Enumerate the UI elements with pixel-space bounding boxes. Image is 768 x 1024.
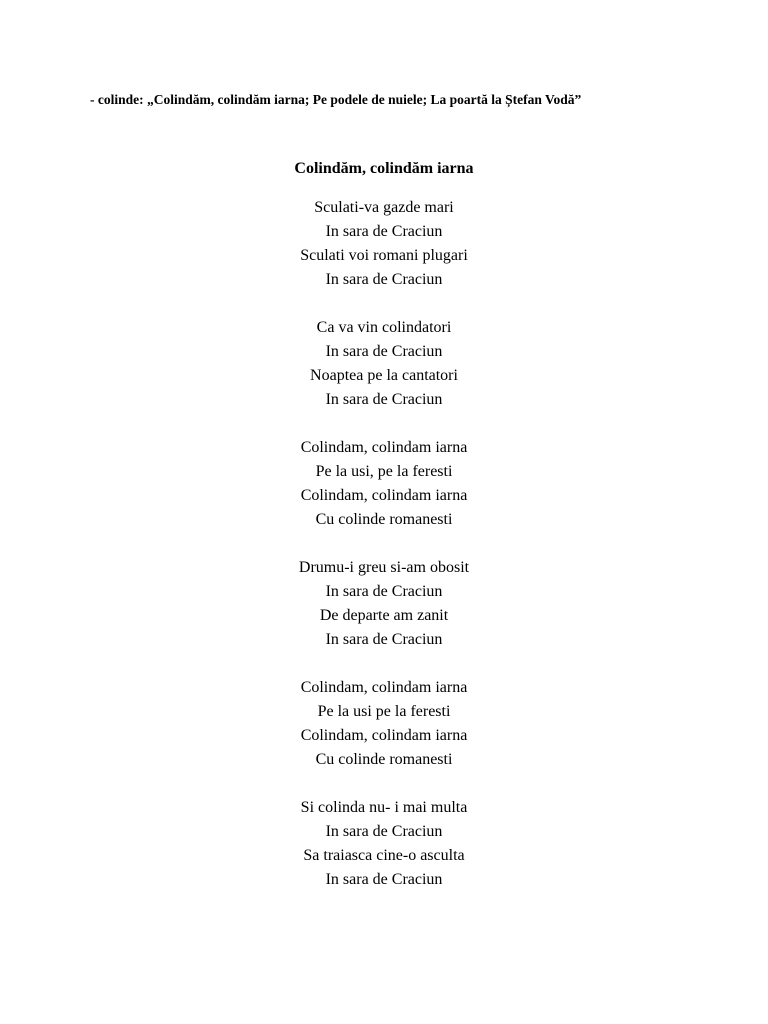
lyric-line: In sara de Craciun [325, 271, 443, 288]
stanza [0, 556, 768, 652]
lyric-line: Pe la usi, pe la feresti [315, 463, 453, 480]
lyric-line: Cu colinde romanesti [315, 511, 453, 528]
stanza [0, 196, 768, 292]
lyric-line: Pe la usi pe la feresti [317, 703, 451, 720]
stanza [0, 316, 768, 412]
lyric-line: In sara de Craciun [325, 391, 443, 408]
lyric-line: Colindam, colindam iarna [300, 727, 468, 744]
song-title: Colindăm, colindăm iarna [294, 160, 474, 177]
lyric-line: Sculati-va gazde mari [314, 199, 454, 216]
lyric-line: Colindam, colindam iarna [300, 439, 468, 456]
lyric-line: Noaptea pe la cantatori [310, 367, 458, 384]
lyric-line: In sara de Craciun [325, 223, 443, 240]
lyric-line: Drumu-i greu si-am obosit [298, 559, 470, 576]
stanza [0, 436, 768, 532]
lyric-line: In sara de Craciun [325, 823, 443, 840]
lyrics [0, 196, 768, 916]
lyric-line: Colindam, colindam iarna [300, 487, 468, 504]
lyric-line: Colindam, colindam iarna [300, 679, 468, 696]
lyric-line: Sculati voi romani plugari [300, 247, 468, 264]
lyric-line: In sara de Craciun [325, 631, 443, 648]
lyric-line: In sara de Craciun [325, 583, 443, 600]
stanza [0, 796, 768, 892]
lyric-line: In sara de Craciun [325, 871, 443, 888]
lyric-line: Cu colinde romanesti [315, 751, 453, 768]
lyric-line: In sara de Craciun [325, 343, 443, 360]
lyric-line: Si colinda nu- i mai multa [300, 799, 468, 816]
lyric-line: Sa traiasca cine-o asculta [303, 847, 465, 864]
lyric-line: Ca va vin colindatori [316, 319, 452, 336]
stanza [0, 676, 768, 772]
header-line: - colinde: „Colindăm, colindăm iarna; Pe podele de nuiele; La poartă la Ștefan Vodă” [90, 92, 582, 107]
lyric-line: De departe am zanit [319, 607, 449, 624]
